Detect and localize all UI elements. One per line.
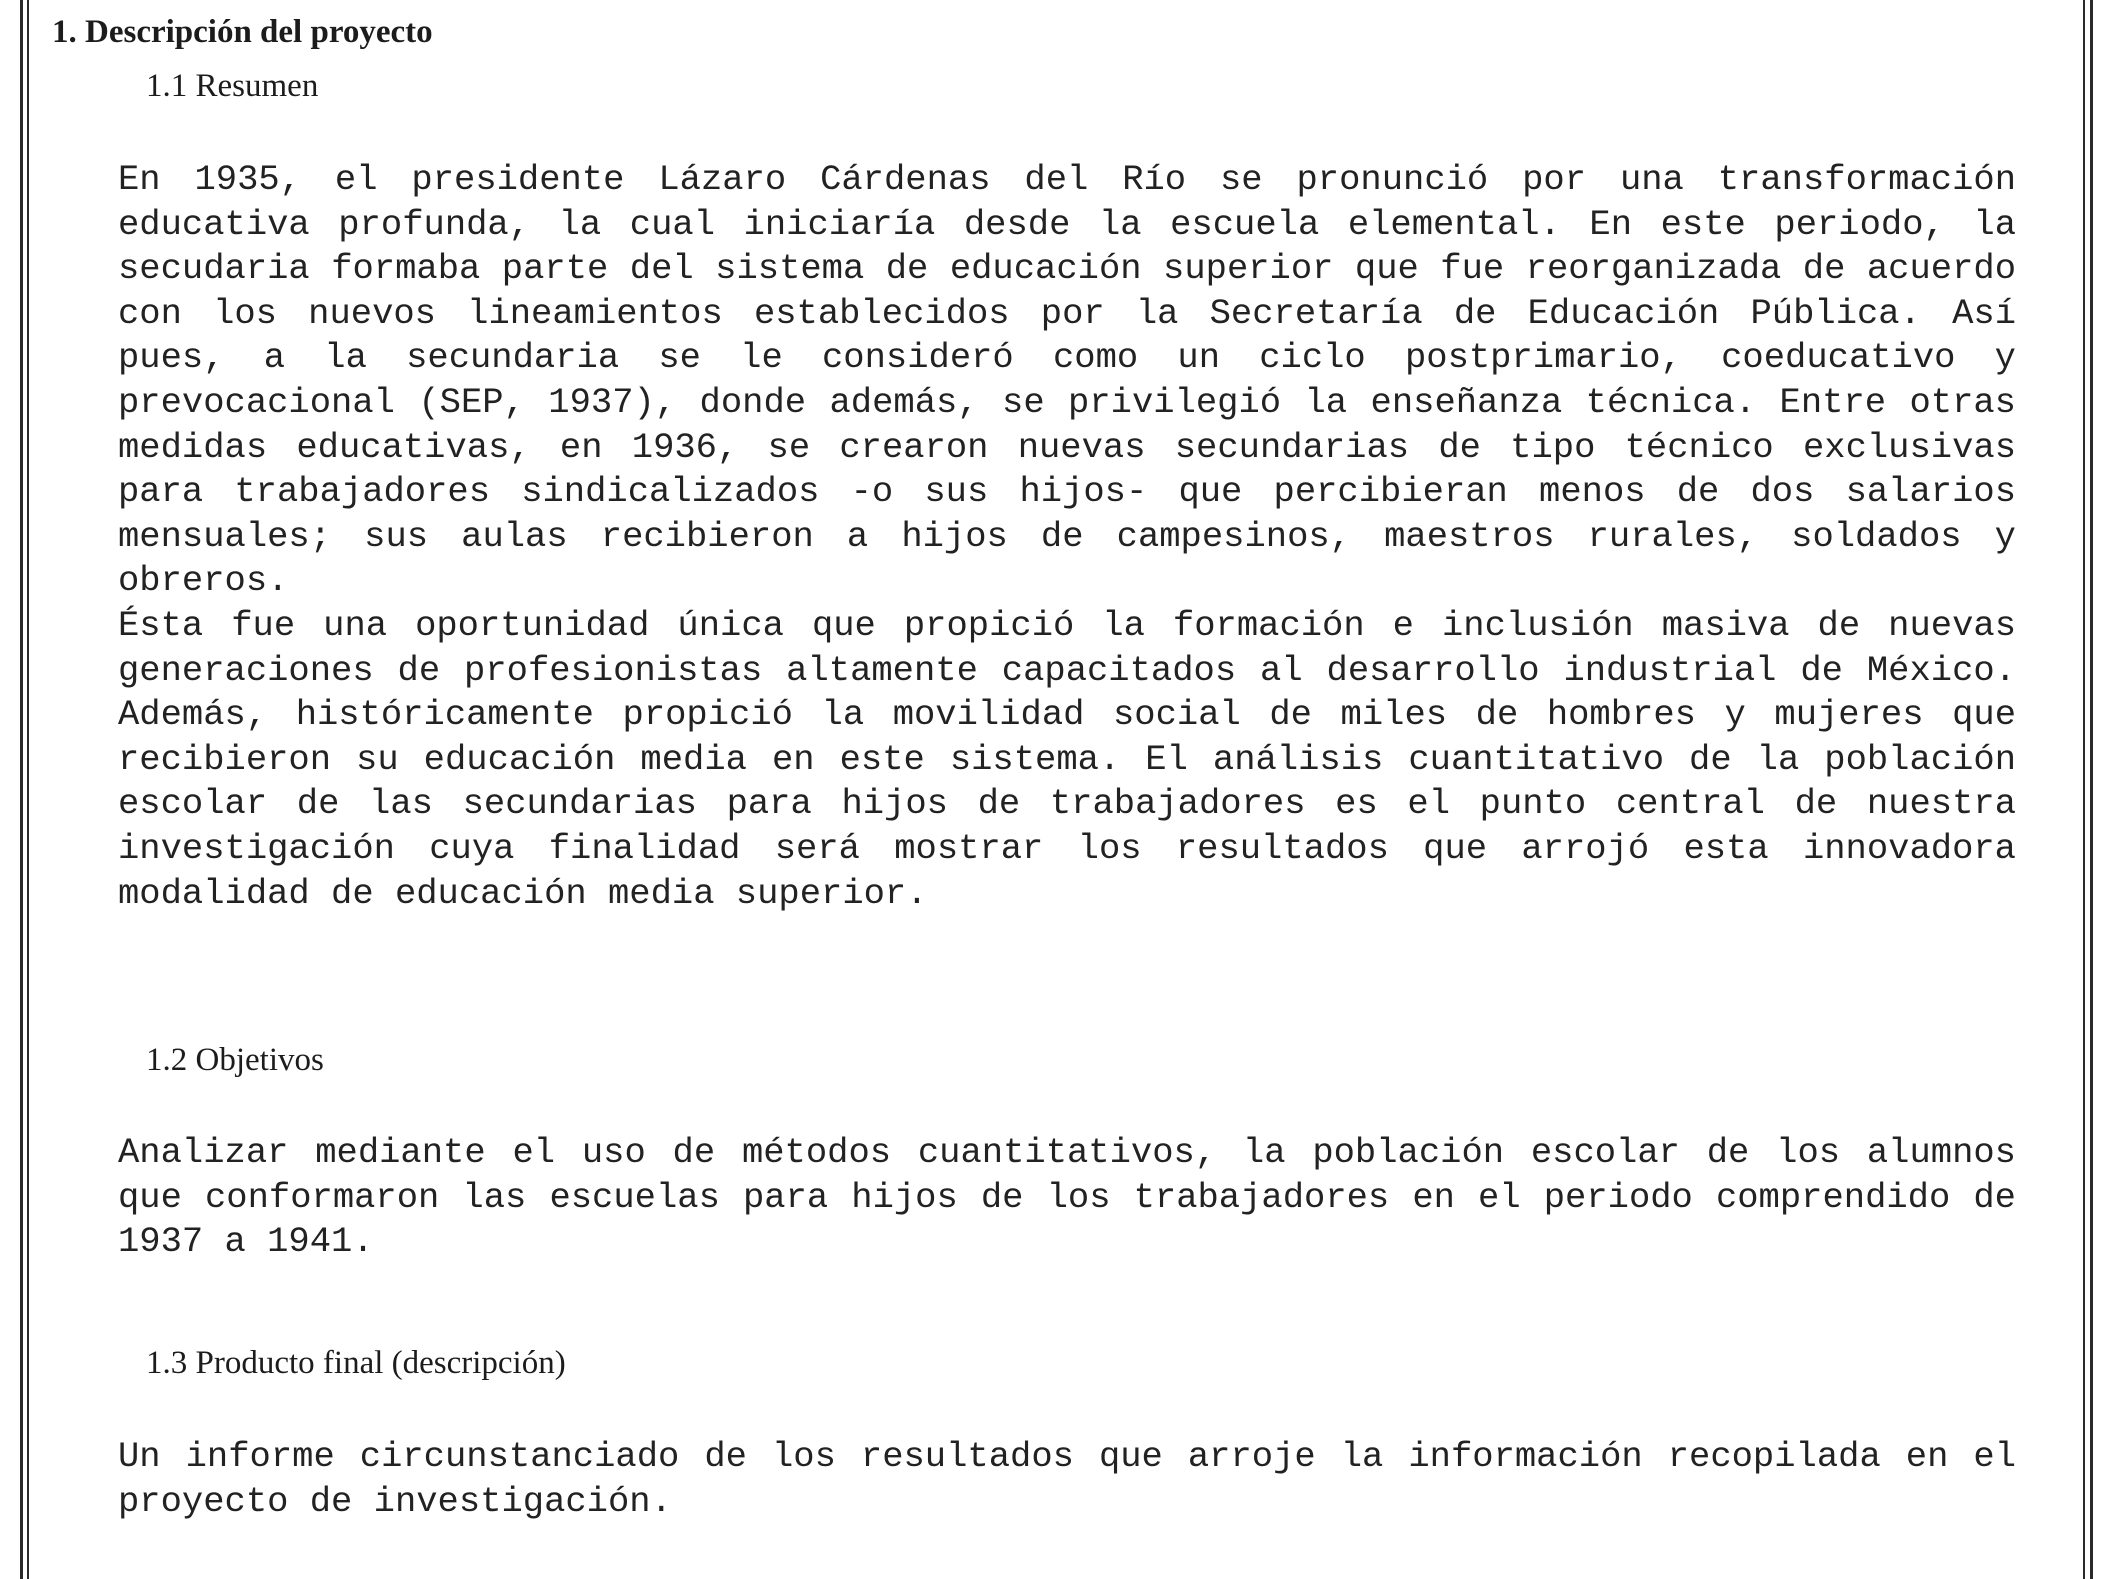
summary-heading: 1.1 Resumen (146, 68, 319, 104)
objectives-heading: 1.2 Objetivos (146, 1042, 324, 1078)
objectives-body (118, 1131, 2016, 1265)
summary-paragraph-1: En 1935, el presidente Lázaro Cárdenas del Río se pronunció por una transformación educativa profunda, la cual iniciaría desde la escuela elemental. En este periodo, la secudaria formaba parte del sistema de educación superior que fue reorganizada de acuerdo con los nuevos lineamientos establecidos por la Secretaría de Educación Pública. Así pues, a la secundaria se le consideró como un ciclo postprimario, coeducativo y prevocacional (SEP, 1937), donde además, se privilegió la enseñanza técnica. Entre otras medidas educativas, en 1936, se crearon nuevas secundarias de tipo técnico exclusivas para trabajadores sindicalizados -o sus hijos- que percibieran menos de dos salarios mensuales; sus aulas recibieron a hijos de campesinos, maestros rurales, soldados y obreros. (118, 159, 2016, 602)
summary-body (118, 158, 2016, 916)
objectives-paragraph: Analizar mediante el uso de métodos cuantitativos, la población escolar de los alumnos que conformaron las escuelas para hijos de los trabajadores en el periodo comprendido de 1937 a 1941. (118, 1132, 2016, 1263)
final-product-paragraph: Un informe circunstanciado de los resultados que arroje la información recopilada en el proyecto de investigación. (118, 1436, 2016, 1522)
section-title: 1. Descripción del proyecto (52, 14, 433, 50)
final-product-body (118, 1435, 2016, 1524)
final-product-heading: 1.3 Producto final (descripción) (146, 1345, 566, 1381)
summary-paragraph-2: Ésta fue una oportunidad única que propició la formación e inclusión masiva de nuevas generaciones de profesionistas altamente capacitados al desarrollo industrial de México. Además, históricamente propició la movilidad social de miles de hombres y mujeres que recibieron su educación media en este sistema. El análisis cuantitativo de la población escolar de las secundarias para hijos de trabajadores es el punto central de nuestra investigación cuya finalidad será mostrar los resultados que arrojó esta innovadora modalidad de educación media superior. (118, 604, 2016, 914)
